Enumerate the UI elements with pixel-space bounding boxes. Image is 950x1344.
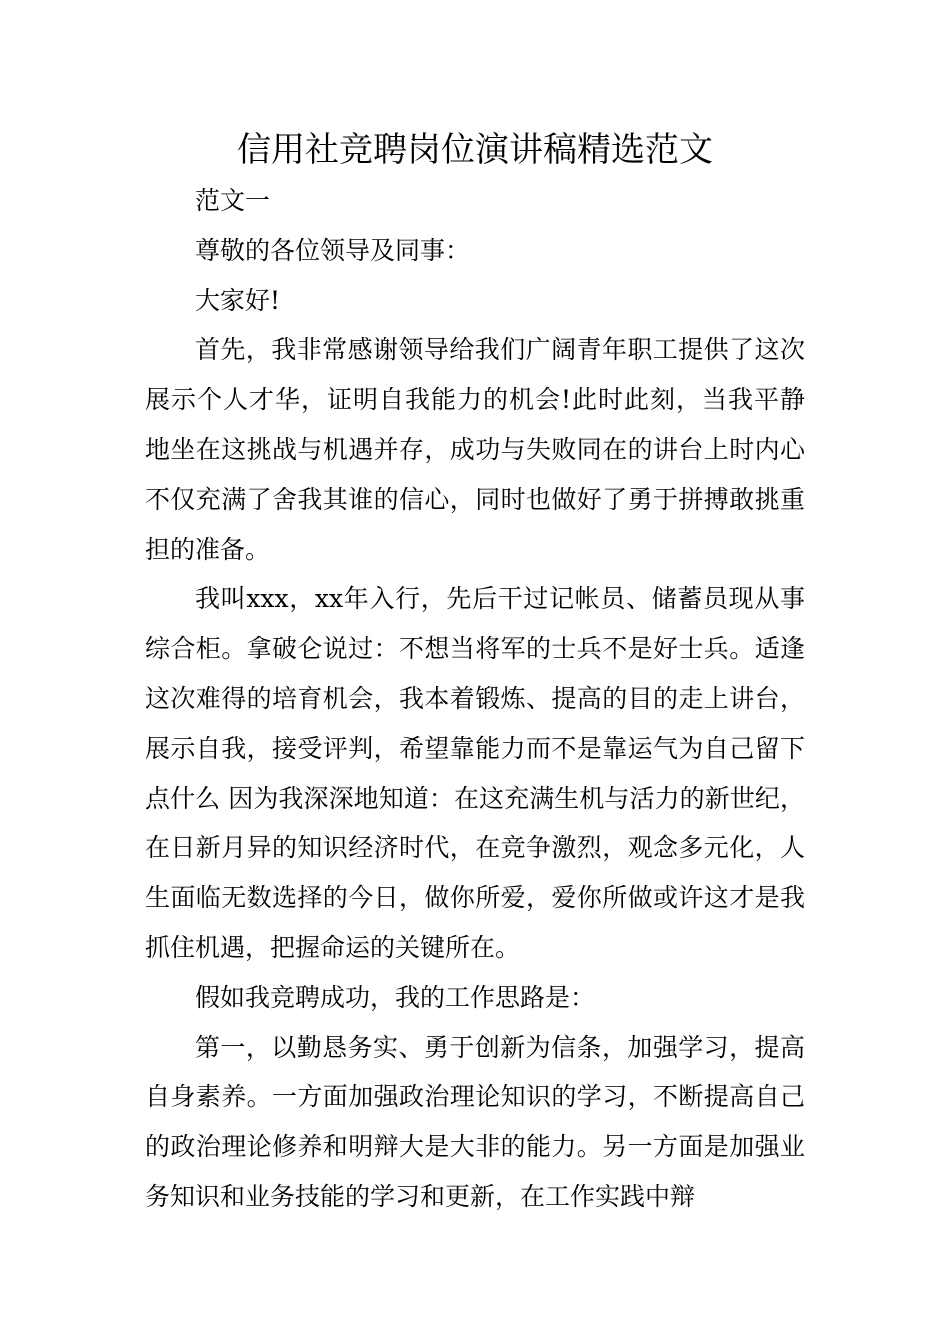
paragraph-greeting: 大家好! (195, 285, 281, 315)
paragraph-plan-first: 第一，以勤恳务实、勇于创新为信条，加强学习，提高自身素养。一方面加强政治理论知识的学习，不断提高自己的政治理论修养和明辩大是大非的能力。另一方面是加强业务知识和业务技能的学习和更新，在工作实践中辩 (145, 1032, 805, 1211)
document-body (145, 176, 805, 1222)
paragraph-opening: 首先，我非常感谢领导给我们广阔青年职工提供了这次展示个人才华，证明自我能力的机会!此时此刻，当我平静地坐在这挑战与机遇并存，成功与失败同在的讲台上时内心不仅充满了舍我其谁的信心，同时也做好了勇于拼搏敢挑重担的准备。 (145, 335, 805, 564)
paragraph-plan-intro: 假如我竞聘成功，我的工作思路是： (195, 982, 596, 1012)
paragraph-salutation: 尊敬的各位领导及同事： (195, 235, 471, 265)
paragraph-heading: 范文一 (195, 186, 271, 215)
document-title: 信用社竞聘岗位演讲稿精选范文 (237, 130, 713, 170)
paragraph-introduction: 我叫xxx，xx年入行，先后干过记帐员、储蓄员现从事综合柜。拿破仑说过：不想当将军的士兵不是好士兵。适逢这次难得的培育机会，我本着锻炼、提高的目的走上讲台，展示自我，接受评判，希望靠能力而不是靠运气为自己留下点什么 因为我深深地知道：在这充满生机与活力的新世纪，在日新月异的知识经济时代，在竞争激烈，观念多元化，人生面临无数选择的今日，做你所爱，爱你所做或许这才是我抓住机遇，把握命运的关键所在。 (145, 584, 805, 962)
